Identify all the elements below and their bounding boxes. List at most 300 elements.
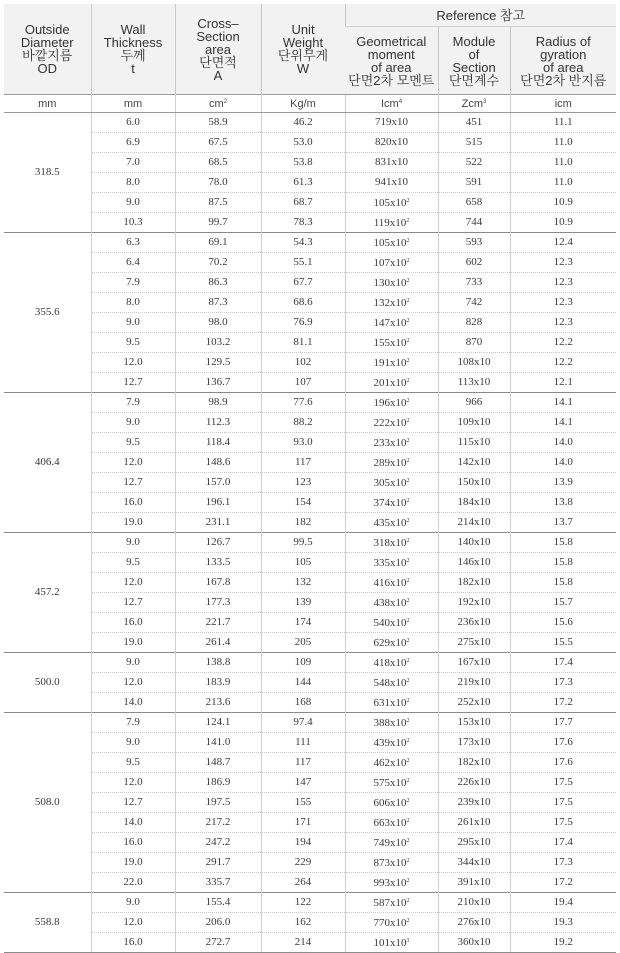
moment-exponent: 2	[406, 878, 410, 884]
table-row	[4, 193, 616, 213]
radius-of-gyration-cell: 17.6	[510, 733, 616, 753]
module-of-section-cell: 966	[438, 393, 510, 413]
cross-section-area-cell: 196.1	[175, 493, 261, 513]
table-row	[4, 673, 616, 693]
table-row	[4, 533, 616, 553]
geometrical-moment-cell	[345, 473, 438, 493]
moment-exponent: 2	[406, 538, 410, 544]
table-row	[4, 493, 616, 513]
moment-mantissa: 540x10	[373, 617, 407, 629]
moment-exponent: 2	[406, 398, 410, 404]
wall-thickness-cell: 9.5	[91, 553, 175, 573]
radius-of-gyration-cell: 17.2	[510, 873, 616, 893]
geometrical-moment-cell	[345, 133, 438, 153]
moment-exponent: 2	[406, 418, 410, 424]
moment-mantissa: 749x10	[373, 837, 407, 849]
geometrical-moment-cell	[345, 213, 438, 233]
outside-diameter-cell: 355.6	[4, 233, 91, 393]
module-of-section-cell: 236x10	[438, 613, 510, 633]
wall-thickness-cell: 6.9	[91, 133, 175, 153]
geometrical-moment-cell	[345, 193, 438, 213]
moment-exponent: 2	[406, 658, 410, 664]
moment-mantissa: 416x10	[373, 577, 407, 589]
moment-mantissa: 130x10	[373, 277, 407, 289]
cross-section-area-cell: 247.2	[175, 833, 261, 853]
radius-of-gyration-cell: 13.9	[510, 473, 616, 493]
outside-diameter-cell: 406.4	[4, 393, 91, 533]
header-wall-thickness: Wall Thickness 두께 t	[91, 4, 175, 95]
wall-thickness-cell: 16.0	[91, 933, 175, 953]
moment-mantissa: 196x10	[373, 397, 407, 409]
moment-mantissa: 233x10	[373, 437, 407, 449]
wall-thickness-cell: 7.0	[91, 153, 175, 173]
unit-weight-cell: 154	[261, 493, 345, 513]
unit-weight-cell: 54.3	[261, 233, 345, 253]
unit-od: mm	[4, 95, 91, 113]
cross-section-area-cell: 221.7	[175, 613, 261, 633]
geometrical-moment-cell	[345, 253, 438, 273]
wall-thickness-cell: 7.9	[91, 273, 175, 293]
unit-weight-cell: 174	[261, 613, 345, 633]
moment-mantissa: 155x10	[373, 337, 407, 349]
wall-thickness-cell: 10.3	[91, 213, 175, 233]
radius-of-gyration-cell: 14.1	[510, 393, 616, 413]
moment-mantissa: 435x10	[373, 517, 407, 529]
cross-section-area-cell: 206.0	[175, 913, 261, 933]
geometrical-moment-cell	[345, 853, 438, 873]
table-row	[4, 113, 616, 133]
radius-of-gyration-cell: 15.8	[510, 533, 616, 553]
geometrical-moment-cell	[345, 153, 438, 173]
outside-diameter-cell: 457.2	[4, 533, 91, 653]
cross-section-area-cell: 98.0	[175, 313, 261, 333]
cross-section-area-cell: 197.5	[175, 793, 261, 813]
geometrical-moment-cell	[345, 393, 438, 413]
moment-exponent: 2	[406, 718, 410, 724]
wall-thickness-cell: 19.0	[91, 513, 175, 533]
geometrical-moment-cell	[345, 453, 438, 473]
unit-weight-cell: 229	[261, 853, 345, 873]
unit-weight-cell: 78.3	[261, 213, 345, 233]
wall-thickness-cell: 16.0	[91, 833, 175, 853]
module-of-section-cell: 214x10	[438, 513, 510, 533]
moment-exponent: 2	[406, 798, 410, 804]
module-of-section-cell: 182x10	[438, 753, 510, 773]
cross-section-area-cell: 148.6	[175, 453, 261, 473]
table-row	[4, 753, 616, 773]
moment-mantissa: 631x10	[373, 697, 407, 709]
moment-mantissa: 222x10	[373, 417, 407, 429]
radius-of-gyration-cell: 12.1	[510, 373, 616, 393]
moment-mantissa: 629x10	[373, 637, 407, 649]
moment-mantissa: 105x10	[373, 197, 407, 209]
unit-area: $cm^2$	[175, 95, 261, 113]
cross-section-area-cell: 99.7	[175, 213, 261, 233]
table-row	[4, 733, 616, 753]
cross-section-area-cell: 186.9	[175, 773, 261, 793]
moment-mantissa: 105x10	[373, 237, 407, 249]
unit-weight-cell: 81.1	[261, 333, 345, 353]
od-group	[4, 653, 616, 713]
header-radius-of-gyration: Radius of gyration of area 단면2차 반지름	[510, 27, 616, 95]
geometrical-moment-cell	[345, 493, 438, 513]
radius-of-gyration-cell: 17.4	[510, 653, 616, 673]
cross-section-area-cell: 138.8	[175, 653, 261, 673]
unit-weight-cell: 171	[261, 813, 345, 833]
geometrical-moment-cell	[345, 693, 438, 713]
cross-section-area-cell: 335.7	[175, 873, 261, 893]
radius-of-gyration-cell: 15.8	[510, 573, 616, 593]
moment-exponent: 2	[406, 478, 410, 484]
outside-diameter-cell: 558.8	[4, 893, 91, 953]
wall-thickness-cell: 7.9	[91, 713, 175, 733]
radius-of-gyration-cell: 17.7	[510, 713, 616, 733]
moment-mantissa: 663x10	[373, 817, 407, 829]
moment-mantissa: 820x10	[375, 136, 408, 148]
wall-thickness-cell: 12.7	[91, 473, 175, 493]
radius-of-gyration-cell: 17.3	[510, 853, 616, 873]
cross-section-area-cell: 86.3	[175, 273, 261, 293]
table-row	[4, 313, 616, 333]
moment-mantissa: 318x10	[373, 537, 407, 549]
unit-weight-cell: 61.3	[261, 173, 345, 193]
wall-thickness-cell: 9.0	[91, 313, 175, 333]
moment-exponent: 2	[406, 678, 410, 684]
radius-of-gyration-cell: 12.2	[510, 353, 616, 373]
wall-thickness-cell: 19.0	[91, 633, 175, 653]
wall-thickness-cell: 9.0	[91, 733, 175, 753]
unit-weight-cell: 139	[261, 593, 345, 613]
module-of-section-cell: 150x10	[438, 473, 510, 493]
cross-section-area-cell: 177.3	[175, 593, 261, 613]
geometrical-moment-cell	[345, 573, 438, 593]
od-group	[4, 113, 616, 233]
table-row	[4, 893, 616, 913]
cross-section-area-cell: 112.3	[175, 413, 261, 433]
wall-thickness-cell: 7.9	[91, 393, 175, 413]
outside-diameter-cell: 318.5	[4, 113, 91, 233]
moment-mantissa: 439x10	[373, 737, 407, 749]
wall-thickness-cell: 12.0	[91, 673, 175, 693]
table-row	[4, 393, 616, 413]
wall-thickness-cell: 9.5	[91, 753, 175, 773]
module-of-section-cell: 108x10	[438, 353, 510, 373]
module-of-section-cell: 192x10	[438, 593, 510, 613]
module-of-section-cell: 591	[438, 173, 510, 193]
unit-weight-cell: 109	[261, 653, 345, 673]
table-row	[4, 613, 616, 633]
cross-section-area-cell: 126.7	[175, 533, 261, 553]
moment-exponent: 2	[406, 818, 410, 824]
module-of-section-cell: 226x10	[438, 773, 510, 793]
moment-exponent: 2	[406, 858, 410, 864]
table-row	[4, 593, 616, 613]
cross-section-area-cell: 213.6	[175, 693, 261, 713]
radius-of-gyration-cell: 15.7	[510, 593, 616, 613]
module-of-section-cell: 210x10	[438, 893, 510, 913]
geometrical-moment-cell	[345, 293, 438, 313]
table-row	[4, 513, 616, 533]
radius-of-gyration-cell: 17.5	[510, 813, 616, 833]
moment-exponent: 2	[406, 218, 410, 224]
moment-exponent: 2	[406, 238, 410, 244]
cross-section-area-cell: 87.3	[175, 293, 261, 313]
moment-exponent: 2	[406, 618, 410, 624]
moment-mantissa: 941x10	[375, 176, 408, 188]
unit-weight-cell: 182	[261, 513, 345, 533]
radius-of-gyration-cell: 19.4	[510, 893, 616, 913]
module-of-section-cell: 593	[438, 233, 510, 253]
table-row	[4, 293, 616, 313]
table-row	[4, 453, 616, 473]
table-row	[4, 153, 616, 173]
unit-weight-cell: 68.6	[261, 293, 345, 313]
radius-of-gyration-cell: 15.6	[510, 613, 616, 633]
unit-weight-cell: 111	[261, 733, 345, 753]
moment-exponent: 2	[406, 698, 410, 704]
steel-pipe-spec-table-container	[4, 4, 616, 953]
moment-exponent: 2	[406, 458, 410, 464]
moment-mantissa: 993x10	[373, 877, 407, 889]
module-of-section-cell: 109x10	[438, 413, 510, 433]
unit-weight-cell: 132	[261, 573, 345, 593]
wall-thickness-cell: 12.7	[91, 593, 175, 613]
radius-of-gyration-cell: 10.9	[510, 213, 616, 233]
moment-exponent: 2	[406, 578, 410, 584]
module-of-section-cell: 658	[438, 193, 510, 213]
cross-section-area-cell: 291.7	[175, 853, 261, 873]
header-cross-section-area: Cross– Section area 단면적 A	[175, 4, 261, 95]
moment-mantissa: 101x10	[373, 937, 407, 949]
wall-thickness-cell: 16.0	[91, 613, 175, 633]
header-module-of-section: Module of Section 단면계수	[438, 27, 510, 95]
moment-exponent: 2	[406, 518, 410, 524]
unit-module: Zcm$^3$	[438, 95, 510, 113]
table-row	[4, 933, 616, 953]
steel-pipe-spec-table	[4, 4, 616, 953]
wall-thickness-cell: 14.0	[91, 693, 175, 713]
outside-diameter-cell: 508.0	[4, 713, 91, 893]
geometrical-moment-cell	[345, 893, 438, 913]
cross-section-area-cell: 98.9	[175, 393, 261, 413]
unit-radius: icm	[510, 95, 616, 113]
module-of-section-cell: 344x10	[438, 853, 510, 873]
moment-exponent: 2	[406, 598, 410, 604]
moment-exponent: 2	[406, 358, 410, 364]
cross-section-area-cell: 133.5	[175, 553, 261, 573]
module-of-section-cell: 142x10	[438, 453, 510, 473]
geometrical-moment-cell	[345, 333, 438, 353]
cross-section-area-cell: 261.4	[175, 633, 261, 653]
moment-exponent: 2	[406, 438, 410, 444]
module-of-section-cell: 295x10	[438, 833, 510, 853]
cross-section-area-cell: 183.9	[175, 673, 261, 693]
module-of-section-cell: 182x10	[438, 573, 510, 593]
table-row	[4, 913, 616, 933]
geometrical-moment-cell	[345, 833, 438, 853]
wall-thickness-cell: 6.4	[91, 253, 175, 273]
radius-of-gyration-cell: 11.0	[510, 173, 616, 193]
moment-exponent: 2	[406, 198, 410, 204]
moment-mantissa: 119x10	[373, 217, 407, 229]
moment-exponent: 2	[406, 258, 410, 264]
moment-mantissa: 606x10	[373, 797, 407, 809]
table-row	[4, 133, 616, 153]
moment-exponent: 2	[406, 898, 410, 904]
cross-section-area-cell: 129.5	[175, 353, 261, 373]
table-row	[4, 253, 616, 273]
radius-of-gyration-cell: 12.3	[510, 313, 616, 333]
geometrical-moment-cell	[345, 313, 438, 333]
unit-weight-cell: 194	[261, 833, 345, 853]
unit-weight-cell: 107	[261, 373, 345, 393]
module-of-section-cell: 391x10	[438, 873, 510, 893]
module-of-section-cell: 733	[438, 273, 510, 293]
wall-thickness-cell: 6.3	[91, 233, 175, 253]
table-row	[4, 633, 616, 653]
wall-thickness-cell: 8.0	[91, 173, 175, 193]
moment-mantissa: 147x10	[373, 317, 407, 329]
module-of-section-cell: 515	[438, 133, 510, 153]
od-group	[4, 713, 616, 893]
radius-of-gyration-cell: 11.1	[510, 113, 616, 133]
geometrical-moment-cell	[345, 173, 438, 193]
wall-thickness-cell: 12.0	[91, 913, 175, 933]
module-of-section-cell: 276x10	[438, 913, 510, 933]
module-of-section-cell: 360x10	[438, 933, 510, 953]
geometrical-moment-cell	[345, 733, 438, 753]
moment-mantissa: 418x10	[373, 657, 407, 669]
geometrical-moment-cell	[345, 653, 438, 673]
cross-section-area-cell: 68.5	[175, 153, 261, 173]
header-outside-diameter: Outside Diameter 바깥지름 OD	[4, 4, 91, 95]
unit-weight-cell: 76.9	[261, 313, 345, 333]
moment-mantissa: 719x10	[375, 116, 408, 128]
wall-thickness-cell: 9.0	[91, 413, 175, 433]
radius-of-gyration-cell: 11.0	[510, 133, 616, 153]
cross-section-area-cell: 155.4	[175, 893, 261, 913]
radius-of-gyration-cell: 19.2	[510, 933, 616, 953]
module-of-section-cell: 140x10	[438, 533, 510, 553]
radius-of-gyration-cell: 17.4	[510, 833, 616, 853]
moment-exponent: 2	[406, 918, 410, 924]
moment-mantissa: 107x10	[373, 257, 407, 269]
cross-section-area-cell: 272.7	[175, 933, 261, 953]
geometrical-moment-cell	[345, 433, 438, 453]
radius-of-gyration-cell: 17.5	[510, 773, 616, 793]
table-row	[4, 833, 616, 853]
unit-moment: Icm$^4$	[345, 95, 438, 113]
radius-of-gyration-cell: 19.3	[510, 913, 616, 933]
table-row	[4, 873, 616, 893]
module-of-section-cell: 153x10	[438, 713, 510, 733]
moment-mantissa: 132x10	[373, 297, 407, 309]
cross-section-area-cell: 157.0	[175, 473, 261, 493]
unit-weight-cell: 264	[261, 873, 345, 893]
wall-thickness-cell: 12.7	[91, 793, 175, 813]
table-row	[4, 273, 616, 293]
geometrical-moment-cell	[345, 553, 438, 573]
cross-section-area-cell: 217.2	[175, 813, 261, 833]
moment-mantissa: 575x10	[373, 777, 407, 789]
geometrical-moment-cell	[345, 793, 438, 813]
table-row	[4, 853, 616, 873]
moment-exponent: 2	[406, 838, 410, 844]
module-of-section-cell: 261x10	[438, 813, 510, 833]
unit-weight-cell: 155	[261, 793, 345, 813]
radius-of-gyration-cell: 13.8	[510, 493, 616, 513]
unit-weight-cell: 97.4	[261, 713, 345, 733]
unit-weight-cell: 122	[261, 893, 345, 913]
module-of-section-cell: 744	[438, 213, 510, 233]
unit-weight-cell: 117	[261, 753, 345, 773]
module-of-section-cell: 870	[438, 333, 510, 353]
wall-thickness-cell: 14.0	[91, 813, 175, 833]
unit-weight-cell: 67.7	[261, 273, 345, 293]
module-of-section-cell: 275x10	[438, 633, 510, 653]
table-row	[4, 693, 616, 713]
cross-section-area-cell: 69.1	[175, 233, 261, 253]
moment-exponent: 2	[406, 298, 410, 304]
geometrical-moment-cell	[345, 633, 438, 653]
od-group	[4, 393, 616, 533]
table-row	[4, 793, 616, 813]
unit-weight-cell: 117	[261, 453, 345, 473]
radius-of-gyration-cell: 12.4	[510, 233, 616, 253]
header-reference: Reference 참고	[345, 4, 616, 27]
cross-section-area-cell: 141.0	[175, 733, 261, 753]
moment-mantissa: 438x10	[373, 597, 407, 609]
geometrical-moment-cell	[345, 413, 438, 433]
moment-mantissa: 462x10	[373, 757, 407, 769]
unit-weight-cell: 102	[261, 353, 345, 373]
cross-section-area-cell: 231.1	[175, 513, 261, 533]
moment-exponent: 2	[406, 758, 410, 764]
wall-thickness-cell: 16.0	[91, 493, 175, 513]
unit-weight-cell: 105	[261, 553, 345, 573]
cross-section-area-cell: 67.5	[175, 133, 261, 153]
table-row	[4, 553, 616, 573]
header-geometrical-moment: Geometrical moment of area 단면2차 모멘트	[345, 27, 438, 95]
unit-weight-cell: 162	[261, 913, 345, 933]
radius-of-gyration-cell: 10.9	[510, 193, 616, 213]
unit-weight-cell: 168	[261, 693, 345, 713]
radius-of-gyration-cell: 17.3	[510, 673, 616, 693]
table-row	[4, 173, 616, 193]
moment-mantissa: 587x10	[373, 897, 407, 909]
module-of-section-cell: 451	[438, 113, 510, 133]
geometrical-moment-cell	[345, 273, 438, 293]
geometrical-moment-cell	[345, 353, 438, 373]
module-of-section-cell: 115x10	[438, 433, 510, 453]
module-of-section-cell: 742	[438, 293, 510, 313]
radius-of-gyration-cell: 14.0	[510, 453, 616, 473]
unit-weight-cell: 99.5	[261, 533, 345, 553]
wall-thickness-cell: 12.0	[91, 573, 175, 593]
units-row	[4, 95, 616, 113]
unit-weight-cell: 46.2	[261, 113, 345, 133]
moment-mantissa: 548x10	[373, 677, 407, 689]
table-row	[4, 413, 616, 433]
wall-thickness-cell: 12.0	[91, 453, 175, 473]
module-of-section-cell: 522	[438, 153, 510, 173]
unit-weight-cell: 77.6	[261, 393, 345, 413]
moment-exponent: 2	[406, 338, 410, 344]
moment-exponent: 2	[406, 278, 410, 284]
table-row	[4, 573, 616, 593]
geometrical-moment-cell	[345, 373, 438, 393]
table-row	[4, 813, 616, 833]
